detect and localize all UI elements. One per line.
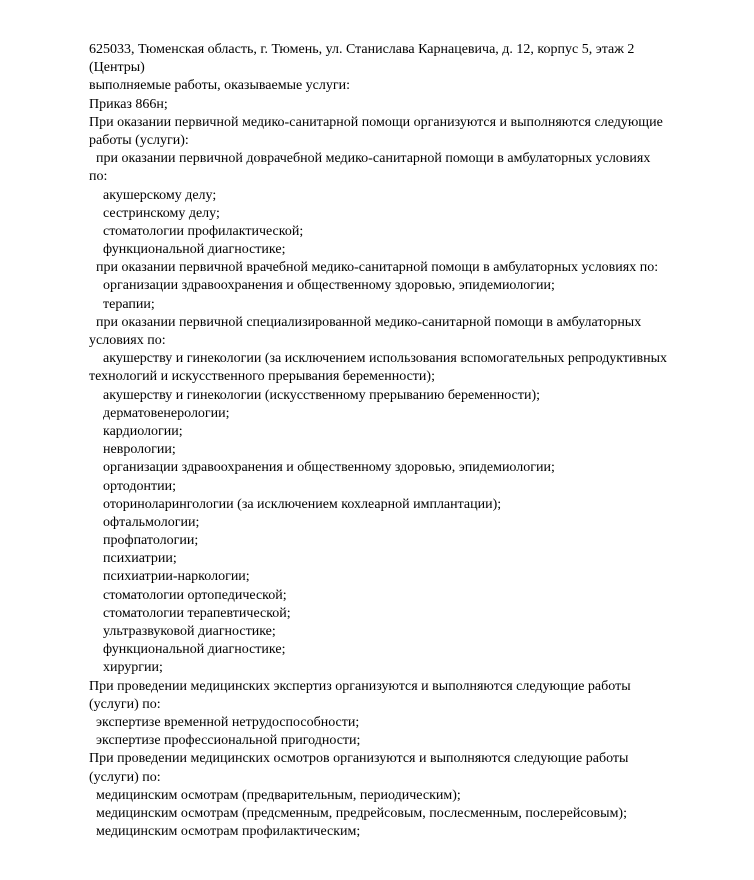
text-line: экспертизе временной нетрудоспособности;: [96, 714, 360, 730]
text-line: по:: [89, 169, 108, 185]
text-line: организации здравоохранения и общественному здоровью, эпидемиологии;: [103, 460, 555, 476]
text-line: технологий и искусственного прерывания беременности);: [89, 369, 435, 385]
text-line: дерматовенерологии;: [103, 405, 230, 421]
text-line: условиях по:: [89, 333, 166, 348]
text-line: сестринскому делу;: [103, 205, 220, 221]
text-line: (услуги) по:: [89, 769, 161, 785]
text-line: терапии;: [103, 296, 155, 312]
text-line: стоматологии профилактической;: [103, 223, 304, 239]
text-line: выполняемые работы, оказываемые услуги:: [89, 78, 351, 94]
text-line: акушерству и гинекологии (искусственному прерыванию беременности);: [103, 387, 541, 403]
text-line: функциональной диагностике;: [103, 642, 286, 658]
text-line: экспертизе профессиональной пригодности;: [96, 733, 361, 749]
text-line: организации здравоохранения и общественному здоровью, эпидемиологии;: [103, 278, 555, 294]
text-line: при оказании первичной специализированной медико-санитарной помощи в амбулаторных: [96, 314, 642, 330]
text-line: оториноларингологии (за исключением кохлеарной имплантации);: [103, 496, 502, 512]
text-line: При проведении медицинских экспертиз организуются и выполняются следующие работы: [89, 678, 631, 694]
text-line: (Центры): [89, 60, 145, 76]
text-line: медицинским осмотрам (предсменным, предрейсовым, послесменным, послерейсовым);: [96, 805, 627, 821]
text-line: При оказании первичной медико-санитарной помощи организуются и выполняются следующие: [89, 114, 663, 130]
text-line: психиатрии;: [103, 551, 177, 567]
text-line: стоматологии ортопедической;: [103, 587, 287, 603]
text-line: хирургии;: [103, 660, 163, 676]
text-line: работы (услуги):: [89, 132, 189, 148]
text-line: акушерству и гинекологии (за исключением использования вспомогательных репродуктивных: [103, 351, 668, 367]
text-line: медицинским осмотрам профилактическим;: [96, 824, 361, 840]
text-line: при оказании первичной доврачебной медико-санитарной помощи в амбулаторных условиях: [96, 151, 651, 167]
text-line: 625033, Тюменская область, г. Тюмень, ул. Станислава Карнацевича, д. 12, корпус 5, этаж 2: [89, 42, 635, 57]
text-line: Приказ 866н;: [89, 96, 168, 112]
text-line: психиатрии-наркологии;: [103, 569, 250, 585]
document-text: [89, 41, 729, 841]
text-line: (услуги) по:: [89, 696, 161, 712]
text-line: функциональной диагностике;: [103, 242, 286, 258]
text-line: при оказании первичной врачебной медико-санитарной помощи в амбулаторных условиях по:: [96, 260, 659, 276]
text-line: ультразвуковой диагностике;: [103, 624, 276, 639]
text-line: акушерскому делу;: [103, 187, 217, 203]
text-line: офтальмологии;: [103, 514, 200, 530]
text-line: кардиологии;: [103, 423, 183, 439]
text-line: неврологии;: [103, 442, 176, 458]
text-line: профпатологии;: [103, 533, 199, 549]
text-line: ортодонтии;: [103, 478, 176, 494]
text-line: медицинским осмотрам (предварительным, периодическим);: [96, 787, 461, 803]
text-line: стоматологии терапевтической;: [103, 605, 291, 621]
text-line: При проведении медицинских осмотров организуются и выполняются следующие работы: [89, 751, 629, 767]
